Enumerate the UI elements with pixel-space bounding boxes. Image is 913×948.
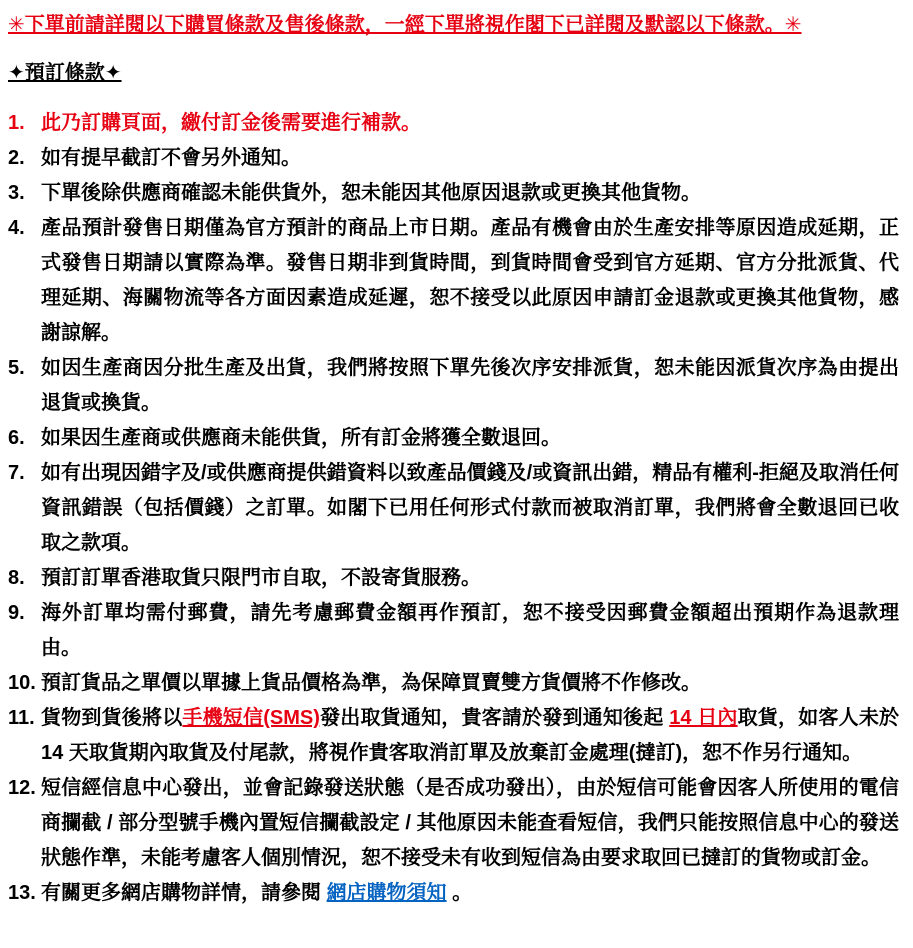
term-text	[41, 771, 899, 876]
term-segment: 如因生產商因分批生產及出貨，我們將按照下單先後次序安排派貨，恕未能因派貨次序為由提出退貨或換貨。	[41, 357, 899, 414]
term-text	[41, 176, 899, 211]
term-segment: 下單後除供應商確認未能供貨外，恕未能因其他原因退款或更換其他貨物。	[41, 182, 701, 204]
term-segment: 取貨，如客人未於 14 天取貨期內取貨及付尾款，將視作貴客取消訂單及放棄訂金處理(撻訂)，恕不作另行通知。	[41, 707, 900, 764]
term-number: 6.	[8, 427, 25, 449]
term-item	[8, 666, 899, 701]
term-text	[41, 211, 899, 351]
term-segment: 預訂訂單香港取貨只限門市自取，不設寄貨服務。	[41, 567, 481, 589]
term-text	[41, 596, 899, 666]
term-segment: 產品預計發售日期僅為官方預計的商品上市日期。產品有機會由於生產安排等原因造成延期，正式發售日期請以實際為準。發售日期非到貨時間，到貨時間會受到官方延期、官方分批派貨、代理延期、海關物流等各方面因素造成延遲，恕不接受以此原因申請訂金退款或更換其他貨物，感謝諒解。	[41, 217, 899, 344]
term-item	[8, 351, 899, 421]
term-item	[8, 561, 899, 596]
term-number: 10.	[8, 672, 36, 694]
term-segment: 如有出現因錯字及/或供應商提供錯資料以致產品價錢及/或資訊出錯，精品有權利-拒絕及取消任何資訊錯誤（包括價錢）之訂單。如閣下已用任何形式付款而被取消訂單，我們將會全數退回已收取之款項。	[41, 462, 899, 554]
highlighted-segment: 手機短信(SMS)	[182, 707, 320, 729]
term-item	[8, 176, 899, 211]
term-number: 13.	[8, 882, 36, 904]
term-text	[41, 561, 899, 596]
term-text	[41, 106, 899, 141]
term-text	[41, 701, 899, 771]
term-number: 11.	[8, 707, 35, 729]
term-item	[8, 106, 899, 141]
term-number: 7.	[8, 462, 25, 484]
term-item	[8, 141, 899, 176]
term-number: 12.	[8, 777, 36, 799]
purchase-notice-heading: ✳下單前請詳閱以下購買條款及售後條款，一經下單將視作閣下已詳閱及默認以下條款。✳	[8, 14, 802, 36]
term-segment: 預訂貨品之單價以單據上貨品價格為準，為保障買賣雙方貨價將不作修改。	[41, 672, 701, 694]
term-item	[8, 701, 899, 771]
shop-guide-link[interactable]: 網店購物須知	[326, 882, 447, 904]
term-number: 5.	[8, 357, 25, 379]
term-number: 8.	[8, 567, 25, 589]
highlighted-segment: 此乃訂購頁面，繳付訂金後需要進行補款。	[41, 112, 421, 134]
term-text	[41, 351, 899, 421]
preorder-terms-section-title: ✦預訂條款✦	[8, 62, 122, 84]
term-number: 9.	[8, 602, 25, 624]
term-item	[8, 211, 899, 351]
term-segment: 如有提早截訂不會另外通知。	[41, 147, 301, 169]
term-text	[41, 456, 899, 561]
term-number: 4.	[8, 217, 25, 239]
term-segment: 貨物到貨後將以	[41, 707, 183, 729]
term-segment: 海外訂單均需付郵費，請先考慮郵費金額再作預訂，恕不接受因郵費金額超出預期作為退款理由。	[41, 602, 899, 659]
term-text	[41, 141, 899, 176]
term-segment: 如果因生產商或供應商未能供貨，所有訂金將獲全數退回。	[41, 427, 561, 449]
term-number: 1.	[8, 112, 25, 134]
term-item	[8, 421, 899, 456]
highlighted-segment: 14 日內	[669, 707, 738, 729]
term-item	[8, 876, 899, 911]
term-text	[41, 876, 899, 911]
term-number: 2.	[8, 147, 25, 169]
term-segment: 短信經信息中心發出，並會記錄發送狀態（是否成功發出），由於短信可能會因客人所使用的電信商攔截 / 部分型號手機內置短信攔截設定 / 其他原因未能查看短信，我們只能按照信息中心的發送狀態作準，未能考慮客人個別情況，恕不接受未有收到短信為由要求取回已撻訂的貨物或訂金。	[41, 777, 899, 869]
term-text	[41, 421, 899, 456]
terms-list	[8, 106, 899, 911]
term-text	[41, 666, 899, 701]
term-segment: 。	[446, 882, 473, 904]
term-segment: 有關更多網店購物詳情，請參閱	[41, 882, 327, 904]
term-item	[8, 596, 899, 666]
term-number: 3.	[8, 182, 25, 204]
term-item	[8, 771, 899, 876]
term-item	[8, 456, 899, 561]
term-segment: 發出取貨通知，貴客請於發到通知後起	[319, 707, 670, 729]
